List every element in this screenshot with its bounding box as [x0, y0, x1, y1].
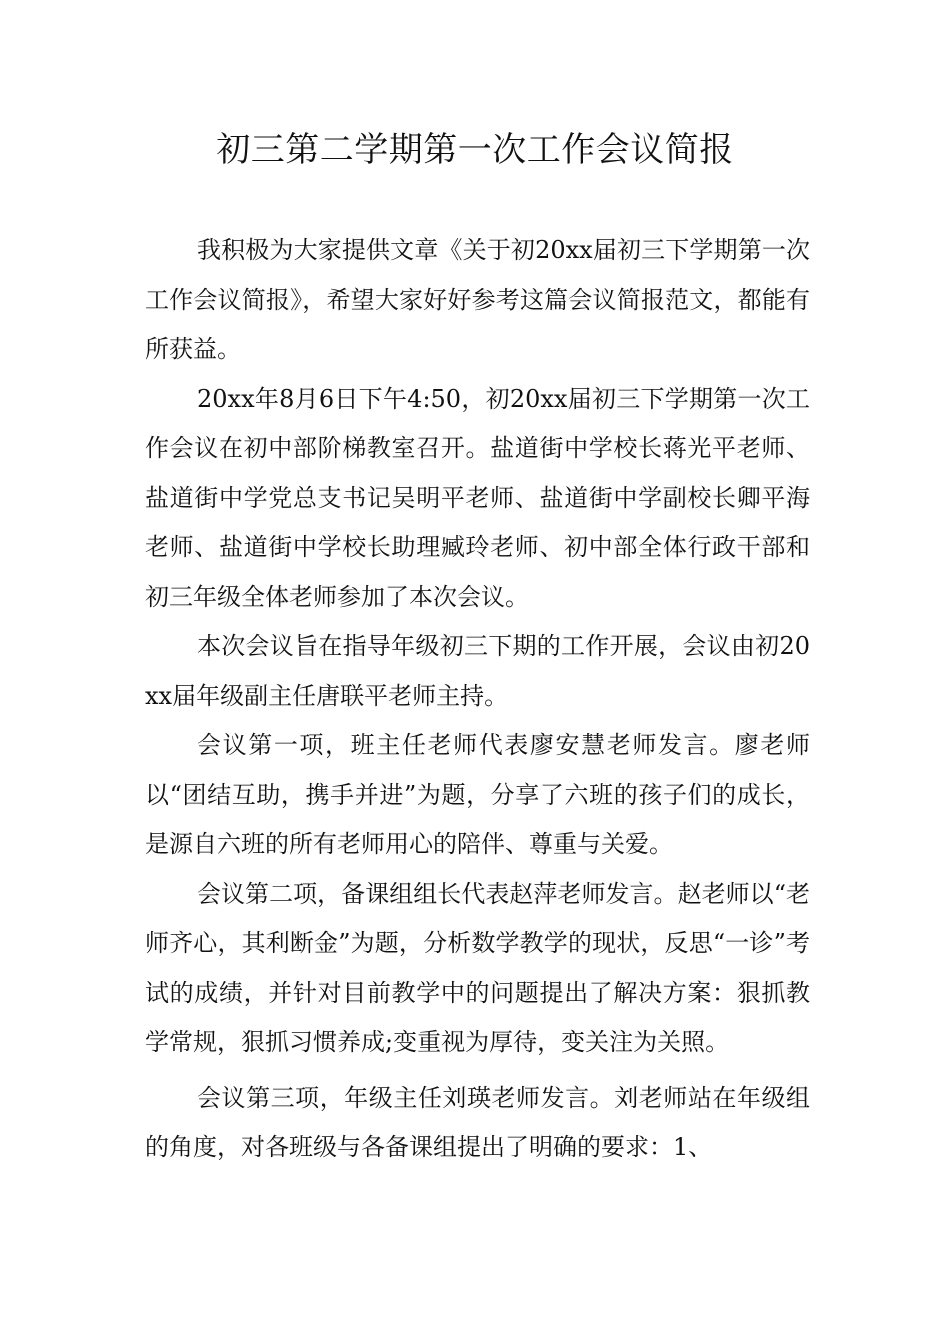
document-body	[145, 226, 810, 1173]
paragraph-item-two: 会议第二项，备课组组长代表赵萍老师发言。赵老师以“老师齐心，其利断金”为题，分析数学教学的现状，反思“一诊”考试的成绩，并针对目前教学中的问题提出了解决方案：狠抓教学常规，狠抓习惯养成;变重视为厚待，变关注为关照。	[145, 879, 810, 1056]
paragraph-item-three: 会议第三项，年级主任刘瑛老师发言。刘老师站在年级组的角度，对各班级与各备课组提出了明确的要求：1、	[145, 1083, 810, 1161]
paragraph-item-one: 会议第一项，班主任老师代表廖安慧老师发言。廖老师以“团结互助，携手并进”为题，分享了六班的孩子们的成长，是源自六班的所有老师用心的陪伴、尊重与关爱。	[145, 731, 810, 858]
paragraph-meeting-time: 20xx年8月6日下午4:50，初20xx届初三下学期第一次工作会议在初中部阶梯教室召开。盐道街中学校长蒋光平老师、盐道街中学党总支书记吴明平老师、盐道街中学副校长卿平海老师、盐道街中学校长助理臧玲老师、初中部全体行政干部和初三年级全体老师参加了本次会议。	[145, 384, 810, 611]
document-title: 初三第二学期第一次工作会议简报	[216, 130, 734, 170]
paragraph-meeting-purpose: 本次会议旨在指导年级初三下期的工作开展，会议由初20xx届年级副主任唐联平老师主持。	[145, 632, 810, 710]
paragraph-intro: 我积极为大家提供文章《关于初20xx届初三下学期第一次工作会议简报》，希望大家好好参考这篇会议简报范文，都能有所获益。	[145, 236, 810, 363]
